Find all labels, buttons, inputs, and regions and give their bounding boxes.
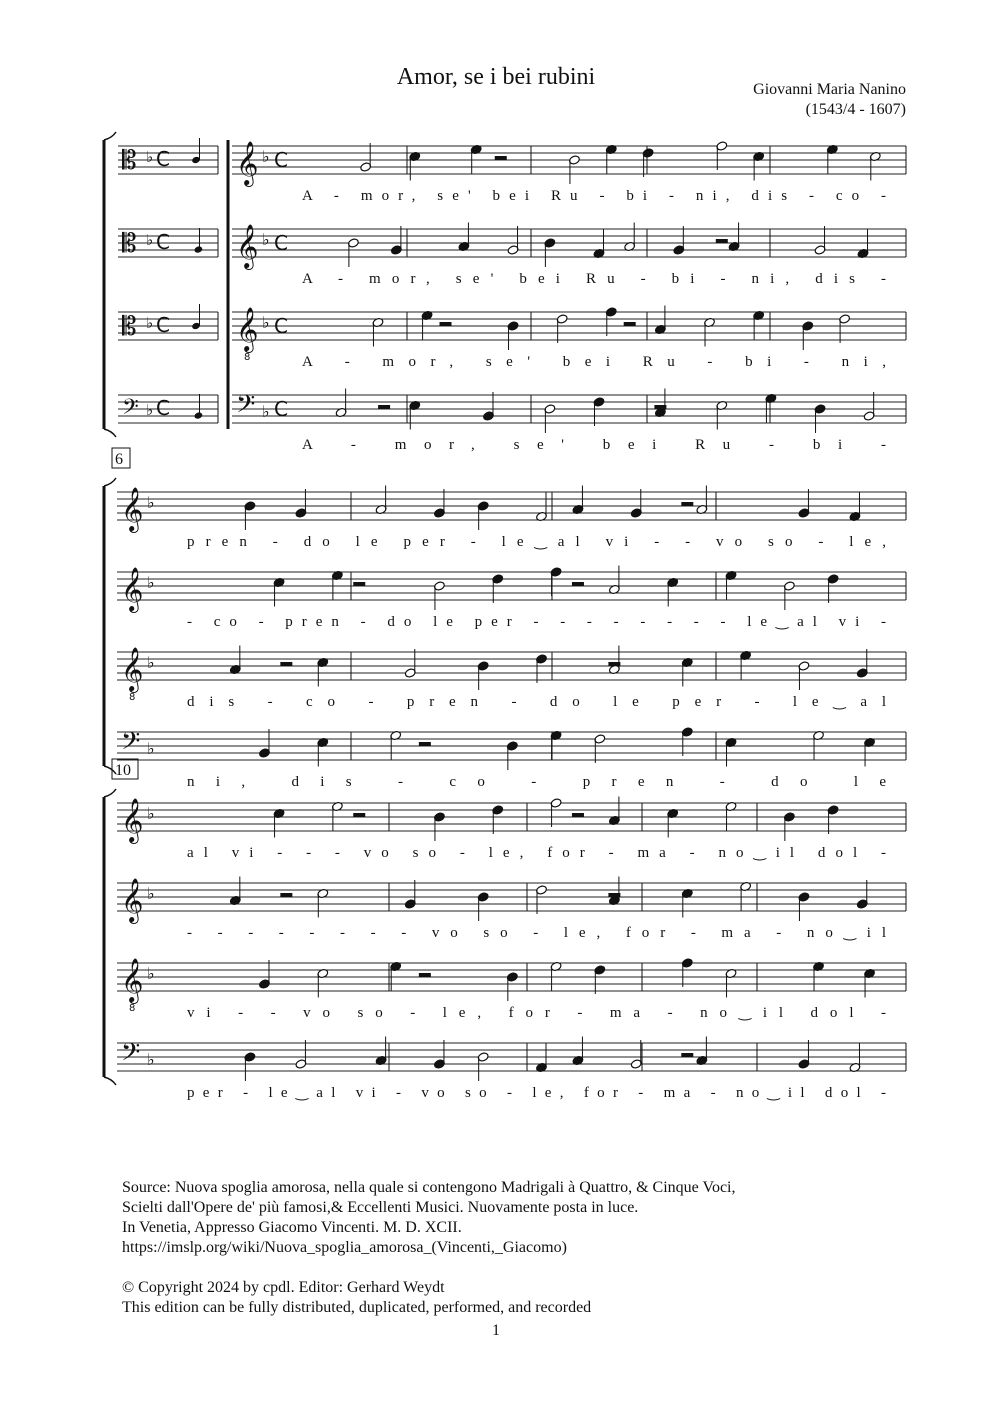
bass-clef-icon: 𝄢 [121, 727, 141, 762]
time-signature-icon: C [274, 231, 288, 255]
rest-icon [624, 322, 636, 326]
flat-icon: ♭ [147, 804, 155, 823]
time-signature-icon: C [274, 148, 288, 172]
treble-clef-icon: 𝄞 [121, 567, 144, 611]
flat-icon: ♭ [262, 313, 270, 332]
rest-icon [608, 893, 620, 897]
alto-clef-icon: 𝄡 [122, 146, 137, 176]
rest-icon [419, 973, 431, 977]
lyric-line: vi - - vo so - le, for - ma - no‿il dol - [187, 1005, 886, 1021]
system-2 [104, 448, 906, 790]
rest-icon [681, 1053, 693, 1057]
lyric-line: A - mor, se' bei Ru - bi - ni, dis - [302, 271, 887, 287]
copyright-line: © Copyright 2024 by cpdl. Editor: Gerhard Weydt [122, 1279, 445, 1296]
rest-icon [440, 322, 452, 326]
rest-icon [378, 405, 390, 409]
lyric-line: dis - co - pren - do le per - le‿al [187, 694, 887, 710]
source-line: Scielti dall'Opere de' più famosi,& Eccellenti Musici. Nuovamente posta in luce. [122, 1199, 639, 1216]
bracket-hook [104, 789, 116, 797]
bass-clef-icon: 𝄢 [122, 395, 139, 425]
incipit-note [194, 411, 204, 419]
rest-icon [419, 742, 431, 746]
flat-icon: ♭ [262, 230, 270, 249]
composer-name: Giovanni Maria Nanino [753, 81, 906, 98]
flat-icon: ♭ [146, 231, 154, 249]
rest-icon [681, 502, 693, 506]
treble-clef-icon: 𝄞 [121, 878, 144, 922]
flat-icon: ♭ [147, 884, 155, 903]
bracket-hook [104, 478, 116, 486]
octave-marker-icon: 8 [129, 1003, 136, 1014]
treble-clef-icon: 𝄞 [121, 958, 144, 1002]
alto-clef-icon: 𝄡 [122, 312, 137, 342]
license-line: This edition can be fully distributed, duplicated, performed, and recorded [122, 1299, 592, 1316]
flat-icon: ♭ [147, 653, 155, 672]
rest-icon [353, 582, 365, 586]
lyric-line: A - mor, se' bei Ru - bi - ni, dis - co - [302, 188, 886, 204]
source-link: https://imslp.org/wiki/Nuova_spoglia_amorosa_(Vincenti,_Giacomo) [122, 1239, 567, 1256]
lyric-line: pren - do le per - le‿al vi - - vo so - le, [187, 534, 886, 550]
rest-icon [280, 662, 292, 666]
time-signature-icon: C [156, 230, 170, 254]
lyric-line: A - mor, se' bei Ru - bi - [302, 437, 886, 453]
flat-icon: ♭ [146, 148, 154, 166]
treble-clef-icon: 𝄞 [121, 798, 144, 842]
rest-icon [716, 239, 728, 243]
lyric-line: - co - pren - do le per - - - - - - - - le‿al vi - [187, 614, 887, 630]
incipit-note [194, 245, 204, 253]
flat-icon: ♭ [146, 401, 154, 419]
time-signature-icon: C [274, 314, 288, 338]
rest-icon [495, 156, 507, 160]
rest-icon [572, 813, 584, 817]
bass-clef-icon: 𝄢 [121, 1038, 141, 1073]
treble-clef-icon: 𝄞 [121, 487, 144, 531]
composer-dates: (1543/4 - 1607) [805, 101, 906, 118]
footer [122, 1178, 736, 1318]
time-signature-icon: C [274, 397, 288, 421]
treble-clef-icon: 𝄞 [236, 307, 259, 351]
time-signature-icon: C [156, 147, 170, 171]
alto-clef-icon: 𝄡 [122, 229, 137, 259]
flat-icon: ♭ [147, 493, 155, 512]
rest-icon [280, 893, 292, 897]
flat-icon: ♭ [147, 1050, 155, 1069]
page-number: 1 [492, 1322, 500, 1339]
octave-marker-icon: 8 [129, 692, 136, 703]
measure-number: 6 [115, 451, 123, 468]
rest-icon [654, 405, 666, 409]
system-3 [104, 759, 906, 1101]
flat-icon: ♭ [147, 964, 155, 983]
bass-clef-icon: 𝄢 [236, 390, 256, 425]
system-1 [104, 132, 906, 453]
treble-clef-icon: 𝄞 [236, 224, 259, 268]
bracket-hook [104, 132, 116, 140]
lyric-line: al vi - - - vo so - le, for - ma - no‿il dol - [187, 845, 886, 861]
flat-icon: ♭ [147, 573, 155, 592]
flat-icon: ♭ [262, 147, 270, 166]
rest-icon [353, 813, 365, 817]
treble-clef-icon: 𝄞 [236, 141, 259, 185]
rest-icon [572, 582, 584, 586]
time-signature-icon: C [156, 396, 170, 420]
source-line: Source: Nuova spoglia amorosa, nella quale si contengono Madrigali à Quattro, & Cinque Voci, [122, 1179, 736, 1196]
measure-number: 10 [115, 762, 131, 779]
source-line: In Venetia, Appresso Giacomo Vincenti. M. D. XCII. [122, 1219, 462, 1236]
bracket-hook [104, 429, 116, 437]
octave-marker-icon: 8 [244, 352, 251, 363]
rest-icon [608, 662, 620, 666]
flat-icon: ♭ [262, 402, 270, 421]
time-signature-icon: C [156, 313, 170, 337]
lyric-line: ni, dis - co - pren - do le [187, 774, 886, 790]
flat-icon: ♭ [147, 739, 155, 758]
lyric-line: per - le‿al vi - vo so - le, for - ma - no‿il dol - [187, 1085, 886, 1101]
treble-clef-icon: 𝄞 [121, 647, 144, 691]
lyric-line: A - mor, se' bei Ru - bi - ni, [302, 354, 887, 370]
lyric-line: - - - - - - - - vo so - le, for - ma - no‿il [187, 925, 886, 941]
flat-icon: ♭ [146, 314, 154, 332]
piece-title: Amor, se i bei rubini [396, 64, 596, 90]
bracket-hook [104, 1077, 116, 1085]
